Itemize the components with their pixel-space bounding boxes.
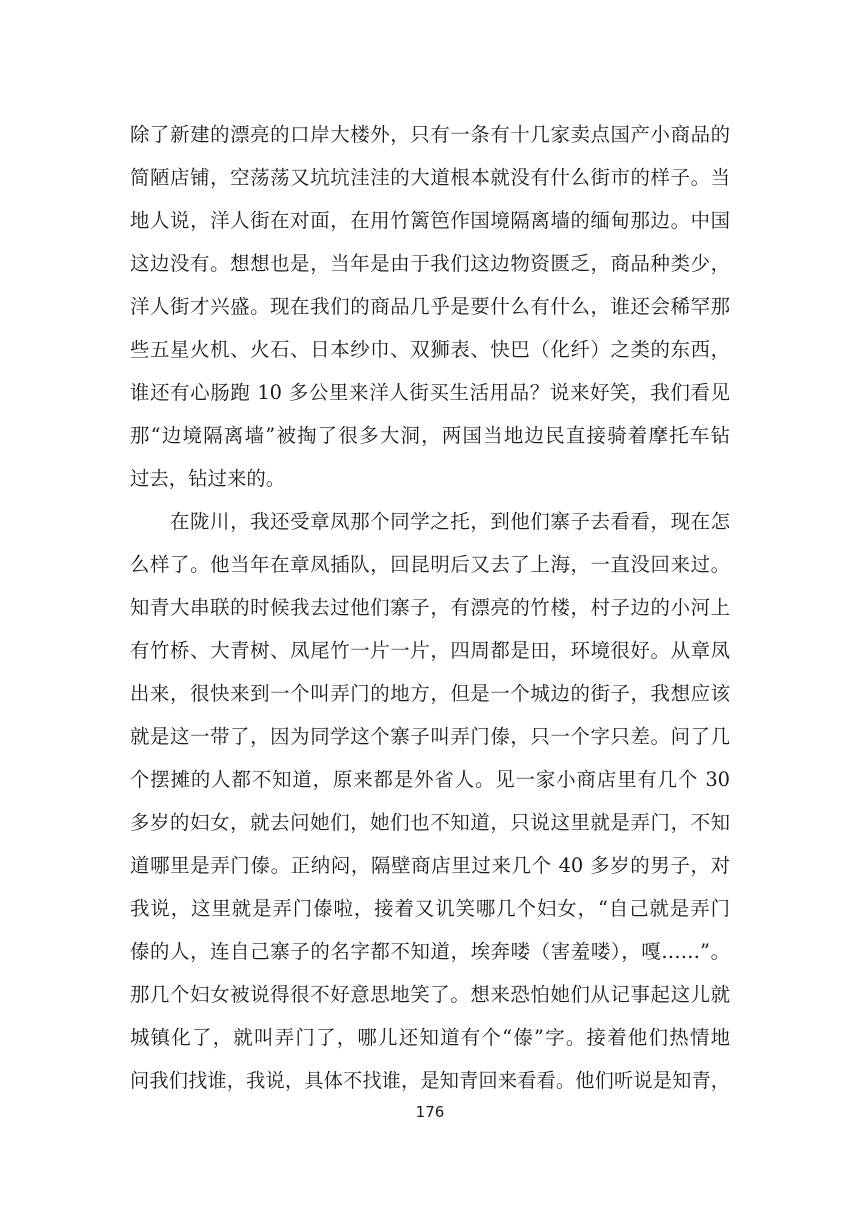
text-line: 多岁的妇女，就去问她们，她们也不知道，只说这里就是弄门，不知 <box>130 811 730 834</box>
text-line: 洋人街才兴盛。现在我们的商品几乎是要什么有什么，谁还会稀罕那 <box>130 295 730 318</box>
text-line: 在陇川，我还受章凤那个同学之托，到他们寨子去看看，现在怎 <box>170 510 730 533</box>
text-line: 道哪里是弄门傣。正纳闷，隔壁商店里过来几个 40 多岁的男子，对 <box>130 854 730 877</box>
text-line: 地人说，洋人街在对面，在用竹篱笆作国境隔离墙的缅甸那边。中国 <box>130 209 730 232</box>
text-line: 我说，这里就是弄门傣啦，接着又讥笑哪几个妇女，“自己就是弄门 <box>130 897 730 920</box>
text-line: 谁还有心肠跑 10 多公里来洋人街买生活用品？说来好笑，我们看见 <box>130 381 730 404</box>
body-text <box>130 113 730 1102</box>
text-line: 那“边境隔离墙”被掏了很多大洞，两国当地边民直接骑着摩托车钻 <box>130 424 730 447</box>
paragraph-1 <box>130 113 730 500</box>
text-line: 个摆摊的人都不知道，原来都是外省人。见一家小商店里有几个 30 <box>130 768 730 791</box>
text-line: 这边没有。想想也是，当年是由于我们这边物资匮乏，商品种类少， <box>130 252 730 275</box>
text-line: 么样了。他当年在章凤插队，回昆明后又去了上海，一直没回来过。 <box>130 553 730 576</box>
text-line: 有竹桥、大青树、凤尾竹一片一片，四周都是田，环境很好。从章凤 <box>130 639 730 662</box>
text-line: 知青大串联的时候我去过他们寨子，有漂亮的竹楼，村子边的小河上 <box>130 596 730 619</box>
page-number: 176 <box>415 1103 445 1121</box>
text-line: 些五星火机、火石、日本纱巾、双狮表、快巴（化纤）之类的东西， <box>130 338 730 361</box>
text-line: 出来，很快来到一个叫弄门的地方，但是一个城边的街子，我想应该 <box>130 682 730 705</box>
text-line: 傣的人，连自己寨子的名字都不知道，埃奔喽（害羞喽），嘎……”。 <box>130 940 730 963</box>
text-line: 城镇化了，就叫弄门了，哪儿还知道有个“傣”字。接着他们热情地 <box>130 1026 730 1049</box>
text-line: 过去，钻过来的。 <box>130 467 286 490</box>
text-line: 那几个妇女被说得很不好意思地笑了。想来恐怕她们从记事起这儿就 <box>130 983 730 1006</box>
text-line: 简陋店铺，空荡荡又坑坑洼洼的大道根本就没有什么街市的样子。当 <box>130 166 730 189</box>
paragraph-2 <box>130 500 730 1102</box>
text-line: 就是这一带了，因为同学这个寨子叫弄门傣，只一个字只差。问了几 <box>130 725 730 748</box>
text-line: 问我们找谁，我说，具体不找谁，是知青回来看看。他们听说是知青， <box>130 1069 730 1092</box>
text-line: 除了新建的漂亮的口岸大楼外，只有一条有十几家卖点国产小商品的 <box>130 123 730 146</box>
